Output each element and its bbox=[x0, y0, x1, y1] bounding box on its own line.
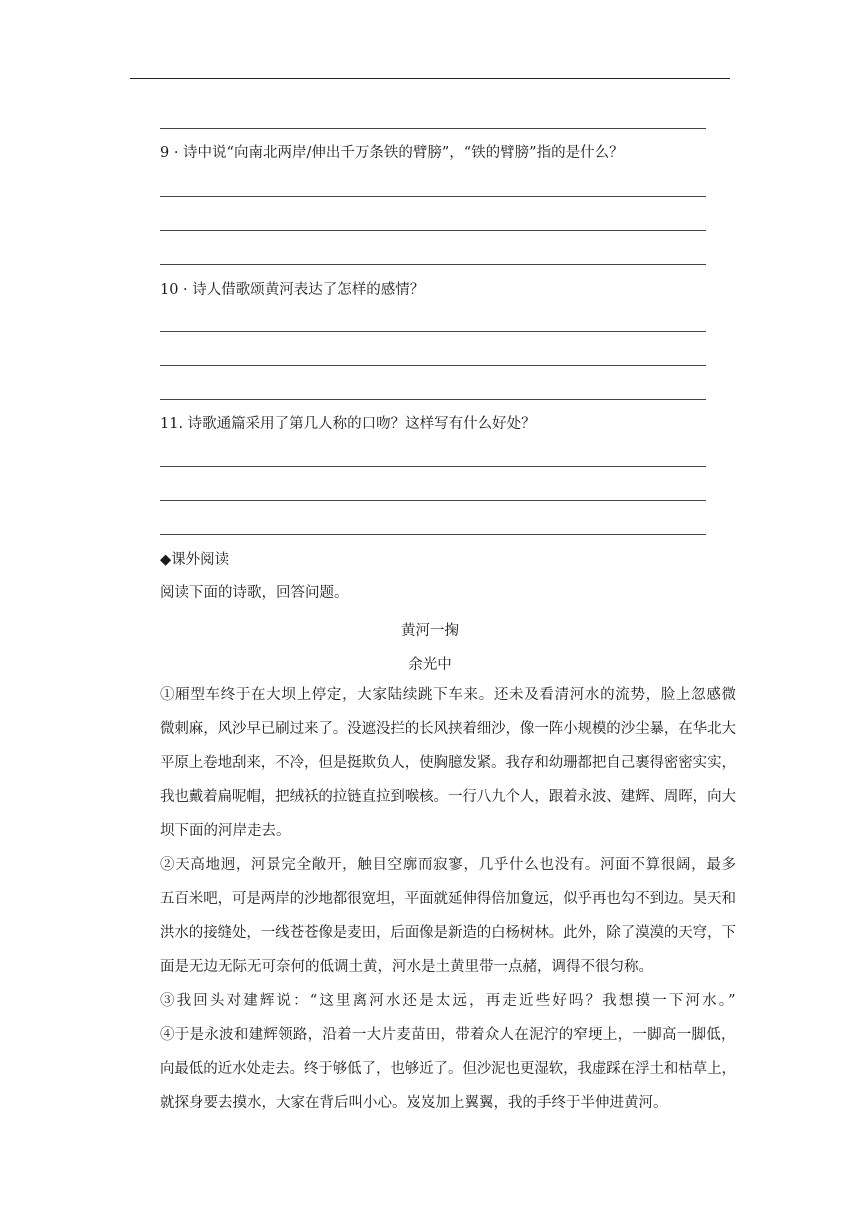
paragraph-line: 洪水的接缝处，一线苍苍像是麦田，后面像是新造的白杨树林。此外，除了漠漠的天穹，下 bbox=[160, 925, 736, 941]
paragraph-line: 坝下面的河岸走去。 bbox=[160, 823, 291, 839]
answer-line bbox=[160, 196, 706, 197]
question-11: 11. 诗歌通篇采用了第几人称的口吻？这样写有什么好处？ bbox=[160, 416, 536, 432]
poem-title: 黄河一掬 bbox=[401, 623, 459, 639]
answer-line bbox=[160, 264, 706, 265]
paragraph-line: ②天高地迥，河景完全敞开，触目空廓而寂寥，几乎什么也没有。河面不算很阔，最多 bbox=[160, 857, 737, 873]
answer-line bbox=[160, 365, 706, 366]
paragraph-line: 就探身要去摸水，大家在背后叫小心。岌岌加上翼翼，我的手终于半伸进黄河。 bbox=[160, 1095, 668, 1111]
question-10: 10 · 诗人借歌颂黄河表达了怎样的感情？ bbox=[160, 282, 425, 298]
paragraph-line: 平原上卷地刮来，不冷，但是挺欺负人，使胸臆发紧。我存和幼珊都把自己裹得密密实实， bbox=[160, 755, 736, 771]
answer-line bbox=[160, 128, 706, 129]
paragraph-line: ④于是永波和建辉领路，沿着一大片麦苗田，带着众人在泥泞的窄埂上，一脚高一脚低， bbox=[160, 1027, 736, 1043]
answer-line bbox=[160, 331, 706, 332]
paragraph-line: 面是无边无际无可奈何的低调土黄，河水是土黄里带一点赭，调得不很匀称。 bbox=[160, 959, 653, 975]
paragraph-line: ③我回头对建辉说：“这里离河水还是太远，再走近些好吗？我想摸一下河水。” bbox=[160, 993, 738, 1009]
paragraph-line: 五百米吧，可是两岸的沙地都很宽坦，平面就延伸得倍加夐远，似乎再也勾不到边。昊天和 bbox=[160, 891, 736, 907]
poem-author: 余光中 bbox=[408, 657, 452, 673]
section-heading: ◆课外阅读 bbox=[160, 552, 230, 568]
paragraph-line: 我也戴着扁呢帽，把绒袄的拉链直拉到喉核。一行八九个人，跟着永波、建辉、周晖，向大 bbox=[160, 789, 736, 805]
paragraph-line: 微刺麻，风沙早已刷过来了。没遮没拦的长风挟着细沙，像一阵小规模的沙尘暴，在华北大 bbox=[160, 721, 736, 737]
answer-line bbox=[160, 230, 706, 231]
header-rule bbox=[130, 78, 730, 79]
reading-instruction: 阅读下面的诗歌，回答问题。 bbox=[160, 585, 349, 601]
answer-line bbox=[160, 466, 706, 467]
answer-line bbox=[160, 534, 706, 535]
answer-line bbox=[160, 500, 706, 501]
paragraph-line: ①厢型车终于在大坝上停定，大家陆续跳下车来。还未及看清河水的流势，脸上忽感微 bbox=[160, 687, 737, 703]
paragraph-line: 向最低的近水处走去。终于够低了，也够近了。但沙泥也更湿软，我虚踩在浮土和枯草上， bbox=[160, 1061, 736, 1077]
question-9: 9 · 诗中说“向南北两岸/伸出千万条铁的臂膀”，“铁的臂膀”指的是什么？ bbox=[160, 145, 624, 161]
answer-line bbox=[160, 399, 706, 400]
